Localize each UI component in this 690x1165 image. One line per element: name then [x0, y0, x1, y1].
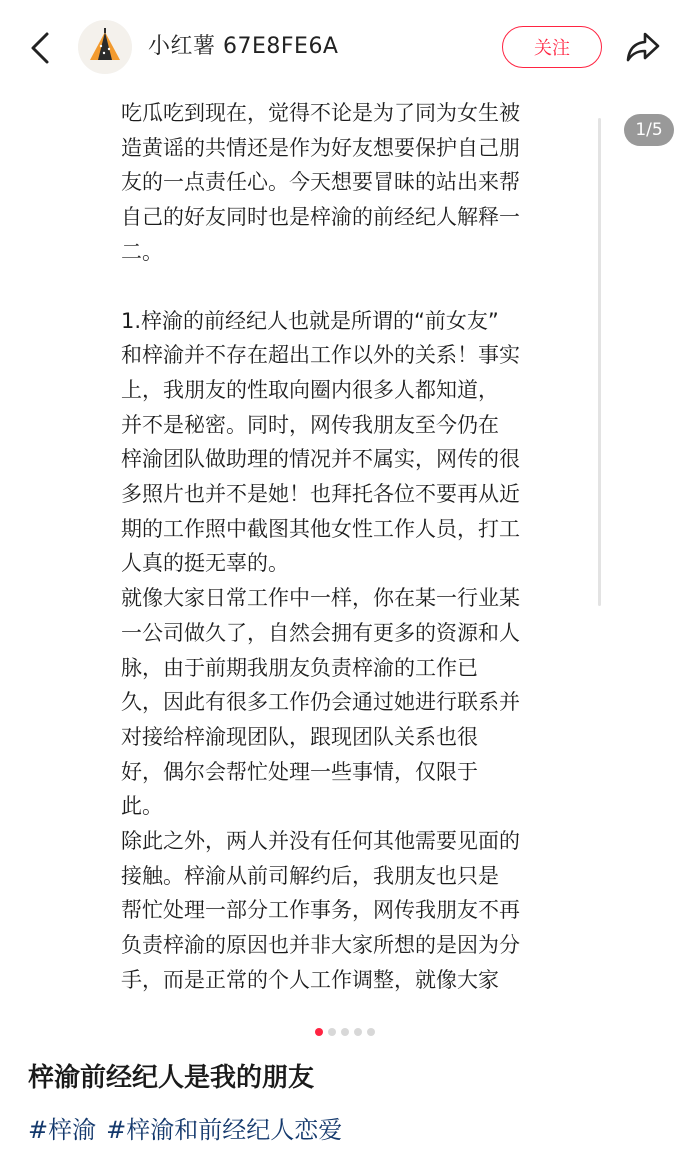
- note-image[interactable]: [0, 96, 690, 1018]
- image-scroll-track: [598, 118, 601, 606]
- share-arrow-icon: [625, 31, 661, 63]
- author-name[interactable]: 小红薯 67E8FE6A: [148, 34, 339, 59]
- hashtag-link[interactable]: #梓渝: [28, 1116, 97, 1144]
- carousel-dot-5[interactable]: [367, 1028, 375, 1036]
- top-bar: [0, 0, 690, 96]
- share-button[interactable]: [620, 24, 666, 70]
- back-button[interactable]: [22, 26, 58, 70]
- avatar[interactable]: [78, 20, 132, 74]
- paragraph-intro: 吃瓜吃到现在，觉得不论是为了同为女生被 造黄谣的共情还是作为好友想要保护自己朋 友的一点责任心。今天想要冒昧的站出来帮 自己的好友同时也是梓渝的前经纪人解释一 二。: [121, 101, 520, 264]
- carousel-dots: [0, 1028, 690, 1036]
- carousel-dot-1[interactable]: [315, 1028, 323, 1036]
- follow-button[interactable]: 关注: [502, 26, 602, 68]
- carousel-dot-2[interactable]: [328, 1028, 336, 1036]
- hashtag-link[interactable]: #梓渝和前经纪人恋爱: [106, 1116, 343, 1144]
- carousel-dot-4[interactable]: [354, 1028, 362, 1036]
- tent-avatar-icon: [78, 20, 132, 74]
- tag-list: [28, 1110, 342, 1150]
- back-chevron-icon: [29, 31, 51, 65]
- note-text-block: [121, 96, 591, 998]
- post-title: 梓渝前经纪人是我的朋友: [28, 1063, 315, 1093]
- paragraph-body: 1.梓渝的前经纪人也就是所谓的“前女友” 和梓渝并不存在超出工作以外的关系！事实 上，我朋友的性取向圈内很多人都知道， 并不是秘密。同时，网传我朋友至今仍在 梓渝团队做助理的情况并不属实，网传的很 多照片也并不是她！也拜托各位不要再从近 期的工作照中截图其他女性工作人员，打工 人真的挺无辜的。 就像大家日常工作中一样，你在某一行业某 一公司做久了，自然会拥有更多的资源和人 脉，由于前期我朋友负责梓渝的工作已 久，因此有很多工作仍会通过她进行联系并 对接给梓渝现团队，跟现团队关系也很 好，偶尔会帮忙处理一些事情，仅限于 此。 除此之外，两人并没有任何其他需要见面的 接触。梓渝从前司解约后，我朋友也只是 帮忙处理一部分工作事务，网传我朋友不再 负责梓渝的原因也并非大家所想的是因为分 手，而是正常的个人工作调整，就像大家: [121, 308, 520, 992]
- page-counter: 1/5: [624, 114, 674, 146]
- carousel-dot-3[interactable]: [341, 1028, 349, 1036]
